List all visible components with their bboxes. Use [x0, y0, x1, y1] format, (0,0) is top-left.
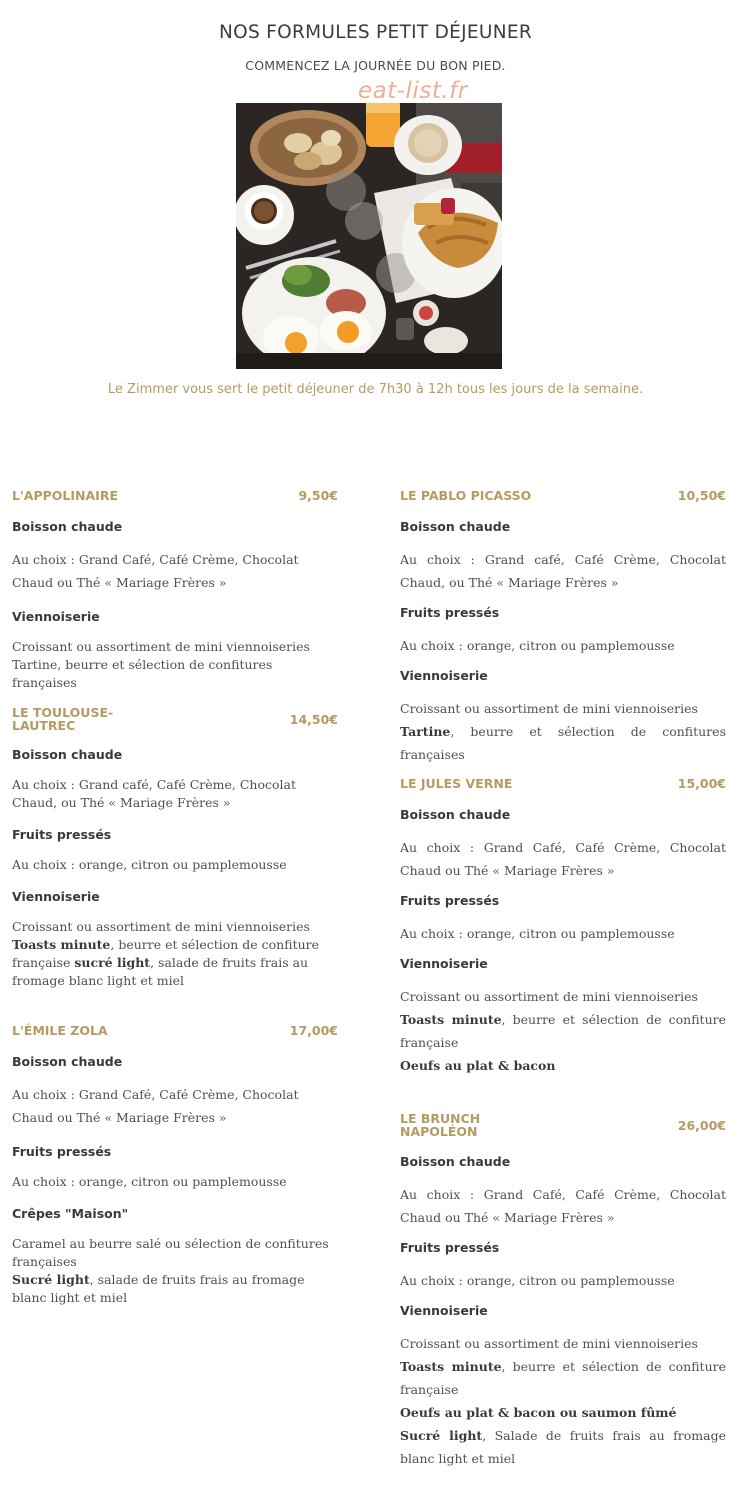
section-text — [12, 638, 338, 692]
text-line: Croissant ou assortiment de mini viennoiseries — [400, 1336, 698, 1351]
bold-text: Toasts minute — [400, 1012, 502, 1027]
text-segment: , salade de fruits frais au fromage blanc light et miel — [12, 1272, 305, 1305]
page-subtitle: COMMENCEZ LA JOURNÉE DU BON PIED. — [245, 58, 506, 73]
section-text — [12, 1235, 338, 1307]
section-text: Au choix : orange, citron ou pamplemousse — [400, 1273, 675, 1288]
formula-jules-verne — [400, 777, 726, 1088]
formula-name: L'APPOLINAIRE — [12, 488, 118, 503]
section-text: Au choix : orange, citron ou pamplemousse — [12, 857, 287, 872]
formula-name: LE PABLO PICASSO — [400, 488, 532, 503]
section-title: Fruits pressés — [12, 827, 112, 842]
section-title: Boisson chaude — [400, 1154, 511, 1169]
section-text: Au choix : Grand Café, Café Crème, Chocolat Chaud ou Thé « Mariage Frères » — [12, 552, 299, 590]
formula-price: 15,00€ — [677, 776, 726, 791]
bold-text: Sucré light — [400, 1428, 483, 1443]
section-title: Fruits pressés — [400, 1240, 500, 1255]
section-text: Au choix : Grand café, Café Crème, Chocolat Chaud, ou Thé « Mariage Frères » — [400, 552, 726, 590]
section-title: Viennoiserie — [400, 1303, 488, 1318]
section-text: Au choix : orange, citron ou pamplemousse — [12, 1174, 287, 1189]
section-title: Fruits pressés — [12, 1144, 112, 1159]
section-title: Boisson chaude — [12, 747, 123, 762]
formula-name: LE JULES VERNE — [400, 776, 513, 791]
formula-price: 17,00€ — [289, 1023, 338, 1038]
text-segment: , beurre et sélection de confitures françaises — [400, 724, 726, 762]
breakfast-photo — [236, 103, 502, 369]
formula-emile-zola — [12, 1024, 338, 1322]
formula-name: LE BRUNCH NAPOLÉON — [400, 1111, 481, 1139]
section-title: Viennoiserie — [400, 956, 488, 971]
formula-appolinaire — [12, 489, 338, 707]
bold-text: sucré light — [74, 955, 151, 970]
text-segment: , Salade de fruits frais au fromage blanc light et miel — [400, 1428, 727, 1466]
section-title: Boisson chaude — [12, 519, 123, 534]
section-text — [400, 1332, 726, 1470]
formula-brunch-napoleon — [400, 1112, 726, 1481]
section-text — [400, 697, 726, 766]
section-title: Fruits pressés — [400, 893, 500, 908]
text-line: Croissant ou assortiment de mini viennoiseries — [400, 701, 698, 716]
section-text: Au choix : Grand café, Café Crème, Chocolat Chaud, ou Thé « Mariage Frères » — [12, 777, 296, 810]
formula-price: 14,50€ — [289, 712, 338, 727]
bold-text: Toasts minute — [12, 937, 111, 952]
section-text: Au choix : orange, citron ou pamplemousse — [400, 926, 675, 941]
section-text: Au choix : Grand Café, Café Crème, Chocolat Chaud ou Thé « Mariage Frères » — [400, 840, 726, 878]
section-text: Au choix : Grand Café, Café Crème, Chocolat Chaud ou Thé « Mariage Frères » — [400, 1187, 726, 1225]
text-line: Croissant ou assortiment de mini viennoiseries — [12, 639, 310, 654]
formula-name: LE TOULOUSE-LAUTREC — [12, 705, 114, 733]
formula-price: 9,50€ — [298, 488, 338, 503]
formula-name: L'ÉMILE ZOLA — [12, 1023, 108, 1038]
bold-text: Oeufs au plat & bacon — [400, 1058, 556, 1073]
section-title: Viennoiserie — [400, 668, 488, 683]
text-segment: , salade de fruits frais au fromage blanc light et miel — [12, 955, 309, 988]
text-segment: , beurre et sélection de confiture française — [400, 1359, 726, 1397]
text-segment: , beurre et sélection de confiture française — [12, 937, 320, 970]
section-title: Crêpes "Maison" — [12, 1206, 129, 1221]
text-segment: , beurre et sélection de confiture française — [400, 1012, 726, 1050]
opening-hours-text: Le Zimmer vous sert le petit déjeuner de 7h30 à 12h tous les jours de la semaine. — [107, 382, 644, 397]
page-title: NOS FORMULES PETIT DÉJEUNER — [218, 22, 533, 43]
section-title: Boisson chaude — [400, 519, 511, 534]
watermark: eat-list.fr — [358, 78, 468, 104]
section-text — [12, 918, 338, 990]
section-title: Boisson chaude — [12, 1054, 123, 1069]
text-line: Croissant ou assortiment de mini viennoiseries — [400, 989, 698, 1004]
section-text: Au choix : Grand Café, Café Crème, Chocolat Chaud ou Thé « Mariage Frères » — [12, 1087, 299, 1125]
section-text: Au choix : orange, citron ou pamplemousse — [400, 638, 675, 653]
bold-text: Oeufs au plat & bacon ou saumon fûmé — [400, 1405, 677, 1420]
text-line: Croissant ou assortiment de mini viennoiseries — [12, 919, 310, 934]
section-title: Fruits pressés — [400, 605, 500, 620]
section-title: Viennoiserie — [12, 609, 100, 624]
formula-pablo-picasso — [400, 489, 726, 777]
bold-text: Toasts minute — [400, 1359, 502, 1374]
section-title: Viennoiserie — [12, 889, 100, 904]
formula-toulouse-lautrec — [12, 706, 338, 1005]
section-title: Boisson chaude — [400, 807, 511, 822]
text-line: Tartine, beurre et sélection de confitures françaises — [12, 657, 273, 690]
section-text — [400, 985, 726, 1077]
bold-text: Sucré light — [12, 1272, 90, 1287]
bold-text: Tartine — [400, 724, 451, 739]
formula-price: 10,50€ — [677, 488, 726, 503]
text-line: Caramel au beurre salé ou sélection de confitures françaises — [12, 1236, 329, 1269]
formula-price: 26,00€ — [677, 1118, 726, 1133]
